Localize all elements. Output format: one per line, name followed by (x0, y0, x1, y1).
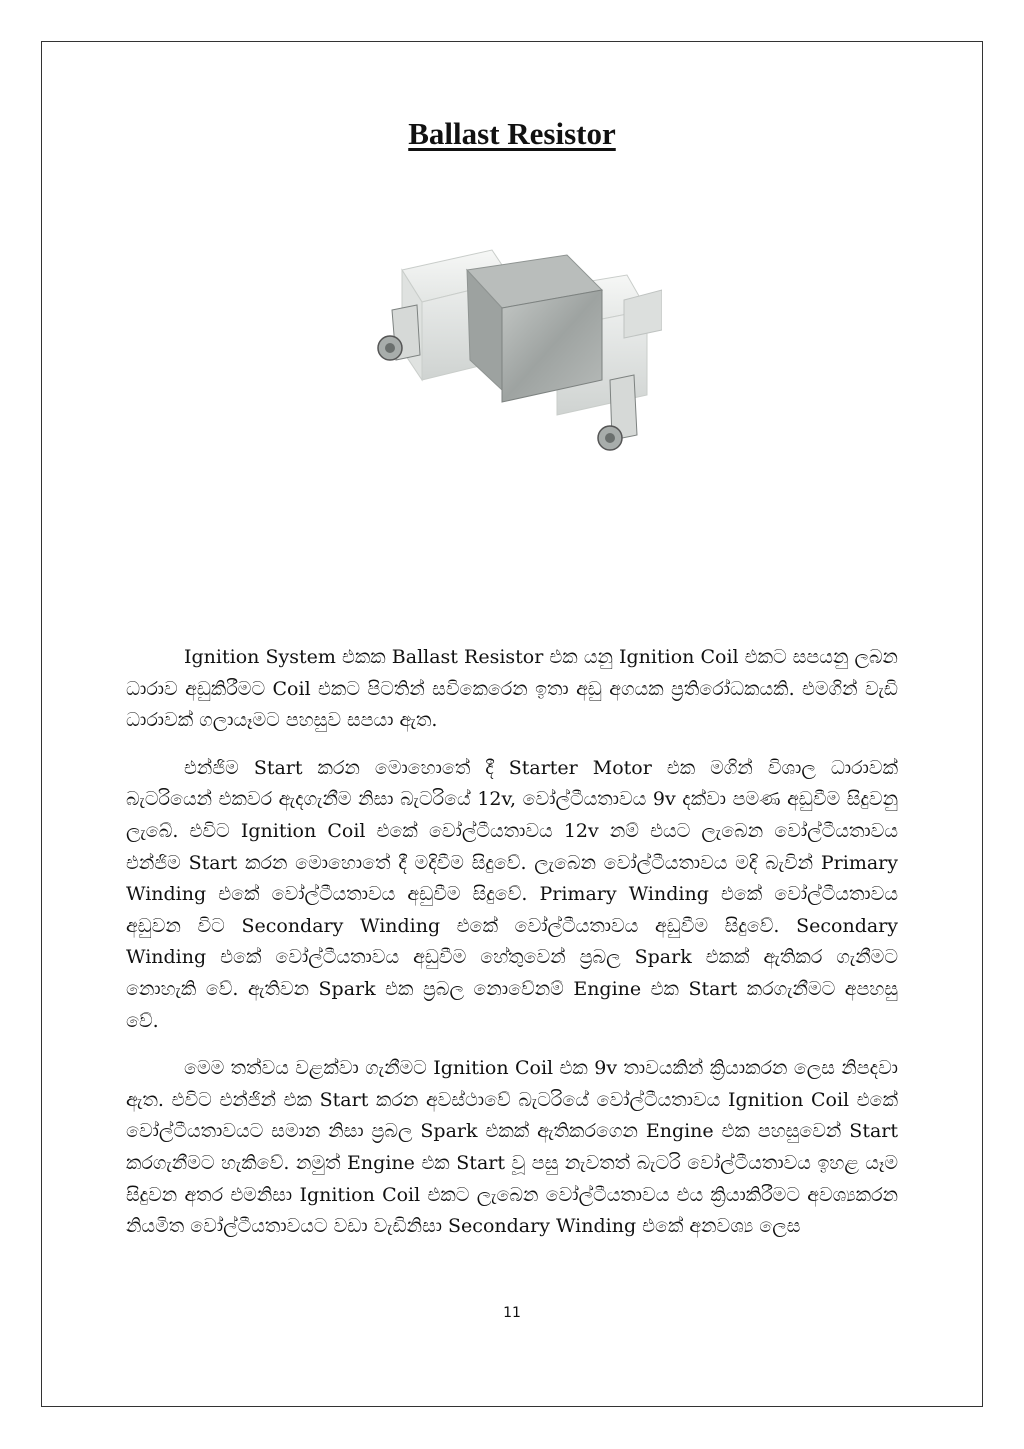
page-number: 11 (503, 1305, 521, 1321)
ballast-resistor-photo-icon (362, 230, 662, 510)
page-title: Ballast Resistor (408, 116, 616, 151)
paragraph-2: එන්ජිම Start කරන මොහොතේ දී Starter Motor එක මගින් විශාල ධාරාවක් බැටරියෙන් එකවර ඇදගැනීම නිසා බැටරියේ 12v, වෝල්ටීයතාවය 9v දක්වා පමණ අඩුවීම සිදුවනු ලැබේ. එවිට Ignition Coil එකේ වෝල්ටීයතාවය 12v නම් එයට ලැබෙන වෝල්ටීයතාවය එන්ජිම Start කරන මොහොතේ දී මදිවීම සිදුවේ. ලැබෙන වෝල්ටීයතාවය මදි බැවින් Primary Winding එකේ වෝල්ටීයතාවය අඩුවීම සිදුවේ. Primary Winding එකේ වෝල්ටීයතාවය අඩුවන විට Secondary Winding එකේ වෝල්ටීයතාවය අඩුවීම සිදුවේ. Secondary Winding එකේ වෝල්ටීයතාවය අඩුවීම හේතුවෙන් ප්‍රබල Spark එකක් ඇතිකර ගැනීමට නොහැකි වේ. ඇතිවන Spark එක ප්‍රබල නොවේනම් Engine එක Start කරගැනීමට අපහසු වේ. (126, 756, 898, 1032)
ballast-resistor-image (362, 230, 662, 510)
paragraph-3: මෙම තත්වය වළක්වා ගැනීමට Ignition Coil එක 9v තාවයකින් ක්‍රියාකරන ලෙස නිපදවා ඇත. එවිට එන්ජින් එක Start කරන අවස්ථාවේ බැටරියේ වෝල්ටීයතාවය Ignition Coil එකේ වෝල්ටීයතාවයට සමාන නිසා ප්‍රබල Spark එකක් ඇතිකරගෙන Engine එක පහසුවෙන් Start කරගැනීමට හැකිවේ. නමුත් Engine එක Start වූ පසු නැවතත් බැටරි වෝල්ටීයතාවය ඉහළ යෑම සිදුවන අතර එමනිසා Ignition Coil එකට ලැබෙන වෝල්ටීයතාවය එය ක්‍රියාකිරීමට අවශ්‍යකරන නියමිත වෝල්ටීයතාවයට වඩා වැඩිනිසා Secondary Winding එකේ අනවශ්‍ය ලෙස (126, 1057, 898, 1238)
body-text (126, 642, 898, 1259)
paragraph-1: Ignition System එකක Ballast Resistor එක යනු Ignition Coil එකට සපයනු ලබන ධාරාව අඩුකිරීමට Coil එකට පිටතින් සවිකෙරෙන ඉතා අඩු අගයක ප්‍රතිරෝධකයකි. එමගින් වැඩි ධාරාවක් ගලායෑමට පහසුව සපයා ඇත. (126, 646, 898, 732)
